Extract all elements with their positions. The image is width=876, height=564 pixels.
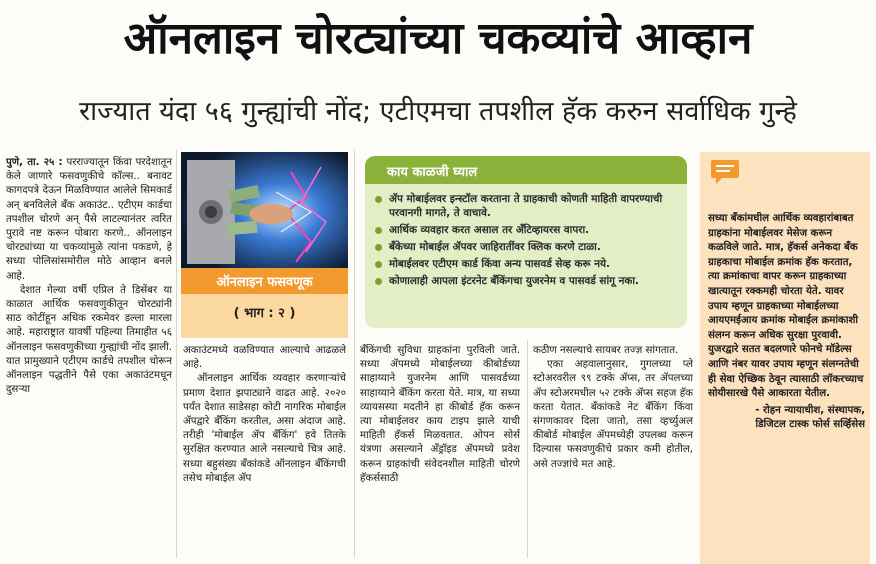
list-item [375, 240, 680, 254]
series-tag [181, 268, 348, 338]
bullet-icon [375, 278, 382, 285]
series-title: ऑनलाइन फसवणूक [181, 268, 348, 294]
article-column-4 [533, 344, 693, 560]
tips-title: काय काळजी घ्याल [387, 165, 478, 180]
column-divider [527, 340, 528, 558]
article-paragraph: बॅंकिंगची सुविधा ग्राहकांना पुरविली जाते. सध्या ॲपमध्ये मोबाईलच्या कीबोर्डच्या साहाय्याने युजरनेम आणि पासवर्डच्या साहाय्याने बॅंकिंग करता येते. मात्र, या सध्या व्यायसस्या मदतीने हा कीबोर्ड हॅक करून त्या मोबाईलवर काय टाइप झाले याची माहिती हॅकर्स मिळवतात. ओपन सोर्स यंत्रणा असल्याने ॲंड्रॉइड ॲपमध्ये प्रवेश करून ग्राहकांची संवेदनशील माहिती चोरणे हॅकर्ससाठी [360, 345, 520, 484]
list-item [375, 223, 680, 237]
tip-text: आर्थिक व्यवहार करत असाल तर ॲंटिव्हायरस वापरा. [389, 224, 590, 236]
dateline: पुणे, ता. २५ : [6, 157, 63, 168]
bullet-icon [375, 261, 382, 268]
tips-title-bar [365, 156, 687, 184]
subheadline: राज्यात यंदा ५६ गुन्ह्यांची नोंद; एटीएमचा तपशील हॅक करुन सर्वाधिक गुन्हे [79, 95, 797, 127]
bullet-icon [375, 244, 382, 251]
article-paragraph: अकाउंटमध्ये वळविण्यात आल्याचे आढळले आहे. [183, 345, 346, 371]
tip-text: ॲप मोबाईलवर इन्स्टॉल करताना ते ग्राहकाची कोणती माहिती वापरण्याची परवानगी मागते, ते वाचावे. [389, 193, 663, 219]
bullet-icon [375, 227, 382, 234]
list-item [375, 257, 680, 271]
article-paragraph [6, 156, 172, 284]
expert-opinion-box [700, 152, 870, 564]
credit-organization: डिजिटल टास्क फोर्स सर्व्हिसेस [755, 419, 865, 431]
chat-bubble-icon [710, 158, 740, 186]
headline: ऑनलाइन चोरट्यांच्या चकव्यांचे आव्हान [123, 13, 753, 64]
column-divider [354, 150, 355, 558]
bullet-icon [375, 196, 382, 203]
article-paragraph: कठीण नसल्याचे सायबर तज्ज्ञ सांगतात. [533, 345, 679, 356]
list-item [375, 274, 680, 288]
tip-text: बॅंकेच्या मोबाईल ॲपवर जाहिरातींवर क्लिक करणे टाळा. [389, 241, 601, 253]
tip-text: मोबाईलवर एटीएम कार्ड किंवा अन्य पासवर्ड सेव्ह करू नये. [389, 258, 610, 270]
series-part: ( भाग : २ ) [233, 306, 296, 321]
article-paragraph: देशात गेल्या वर्षी एप्रिल ते डिसेंबर या काळात आर्थिक फसवणुकीतून चोरट्यांनी साठ कोटींहून अधिक रकमेवर डल्ला मारला आहे. महाराष्ट्रात यावर्षी पहिल्या तिमाहीत ५६ ऑनलाइन फसवणुकीच्या गुन्ह्यांची नोंद झाली. यात प्रामुख्याने एटीएम कार्डचे तपशील चोरून ऑनलाइन पद्धतीने पैसे एका अकाउंटमधून दुसऱ्या [6, 284, 172, 396]
article-paragraph: एका अहवालानुसार, गुगलच्या प्ले स्टोअरवरील ९९ टक्के ॲप्स, तर ॲपलच्या ॲप स्टोअरमधील ५२ टक्के ॲप्स सहज हॅक करता येतात. बॅंकांकडे नेट बॅंकिंग किंवा संगणकावर दिला जातो, तसा व्हर्च्युअल कीबोर्ड मोबाईल ॲपमध्येही उपलब्ध करून दिल्यास फसवणुकीचे प्रकार कमी होतील, असे तज्ज्ञांचे मत आहे. [533, 359, 693, 470]
tip-text: कोणालाही आपला इंटरनेट बॅंकिंगचा युजरनेम व पासवर्ड सांगू नका. [389, 275, 639, 287]
article-photo [181, 152, 348, 272]
list-item [375, 192, 680, 220]
credit-name: - रोहन न्यायाधीश, संस्थापक, [755, 404, 865, 416]
expert-opinion-text [708, 212, 865, 560]
article-paragraph: ऑनलाइन आर्थिक व्यवहार करणाऱ्यांचे प्रमाण देशात झपाट्याने वाढत आहे. २०२० पर्यंत देशात साडेसहा कोटी नागरिक मोबाईल ॲपद्वारे बॅंकिंग करतील, असा अंदाज आहे. तरीही 'मोबाईल ॲप बॅंकिंग' हवे तितके सुरक्षित करण्यात आले नसल्याचे चित्र आहे. सध्या बहुसंख्य बॅंकांकडे ऑनलाइन बॅंकिंगची तसेच मोबाईल ॲप [183, 373, 346, 484]
paragraph-text: परराज्यातून किंवा परदेशातून केले जाणारे फसवणुकीचे कॉल्स.. बनावट कागदपत्रे देऊन मिळविण्यात आलेले सिमकार्ड अन्‌ बनविलेले बॅंक अकाउंट.. एटीएम कार्डचा तपशील चोरणे अन्‌ पैसे लाटल्यानंतर त्वरित पुरावे नष्ट करून पोबारा करणे.. ऑनलाइन चोरट्यांच्या या चकव्यांमुळे त्यांना पकडणे, हे सध्या पोलिसांसमोरील मोठे आव्हान बनले आहे. [6, 157, 172, 282]
article-column-1 [6, 156, 172, 560]
article-column-3 [360, 344, 520, 560]
opinion-body: सध्या बॅंकांमधील आर्थिक व्यवहारांबाबत ग्राहकांना मोबाईलवर मेसेज करून कळविले जाते. मात्र, हॅकर्स अनेकदा बॅंक ग्राहकाचा मोबाईल क्रमांक हॅक करतात, त्या क्रमांकाचा वापर करून ग्राहकाच्या खात्यातून रक्कमही चोरता येते. यावर उपाय म्हणून ग्राहकाच्या मोबाईलच्या आयएमईआय क्रमांक मोबाईल क्रमांकाशी संलग्न करून अधिक सुरक्षा पुरवावी. युजरद्वारे सतत बदलणारे फोनचे मॉडेल्स आणि नंबर यावर उपाय म्हणून संलग्नतेची ही सेवा ऐच्छिक ठेवून त्यासाठी लॉकरच्याच सोयीसारखे पैसे आकारता येतील. [708, 213, 864, 400]
tips-box [365, 156, 687, 328]
tips-list [375, 192, 680, 291]
column-divider [176, 150, 177, 558]
article-column-2 [183, 344, 346, 560]
